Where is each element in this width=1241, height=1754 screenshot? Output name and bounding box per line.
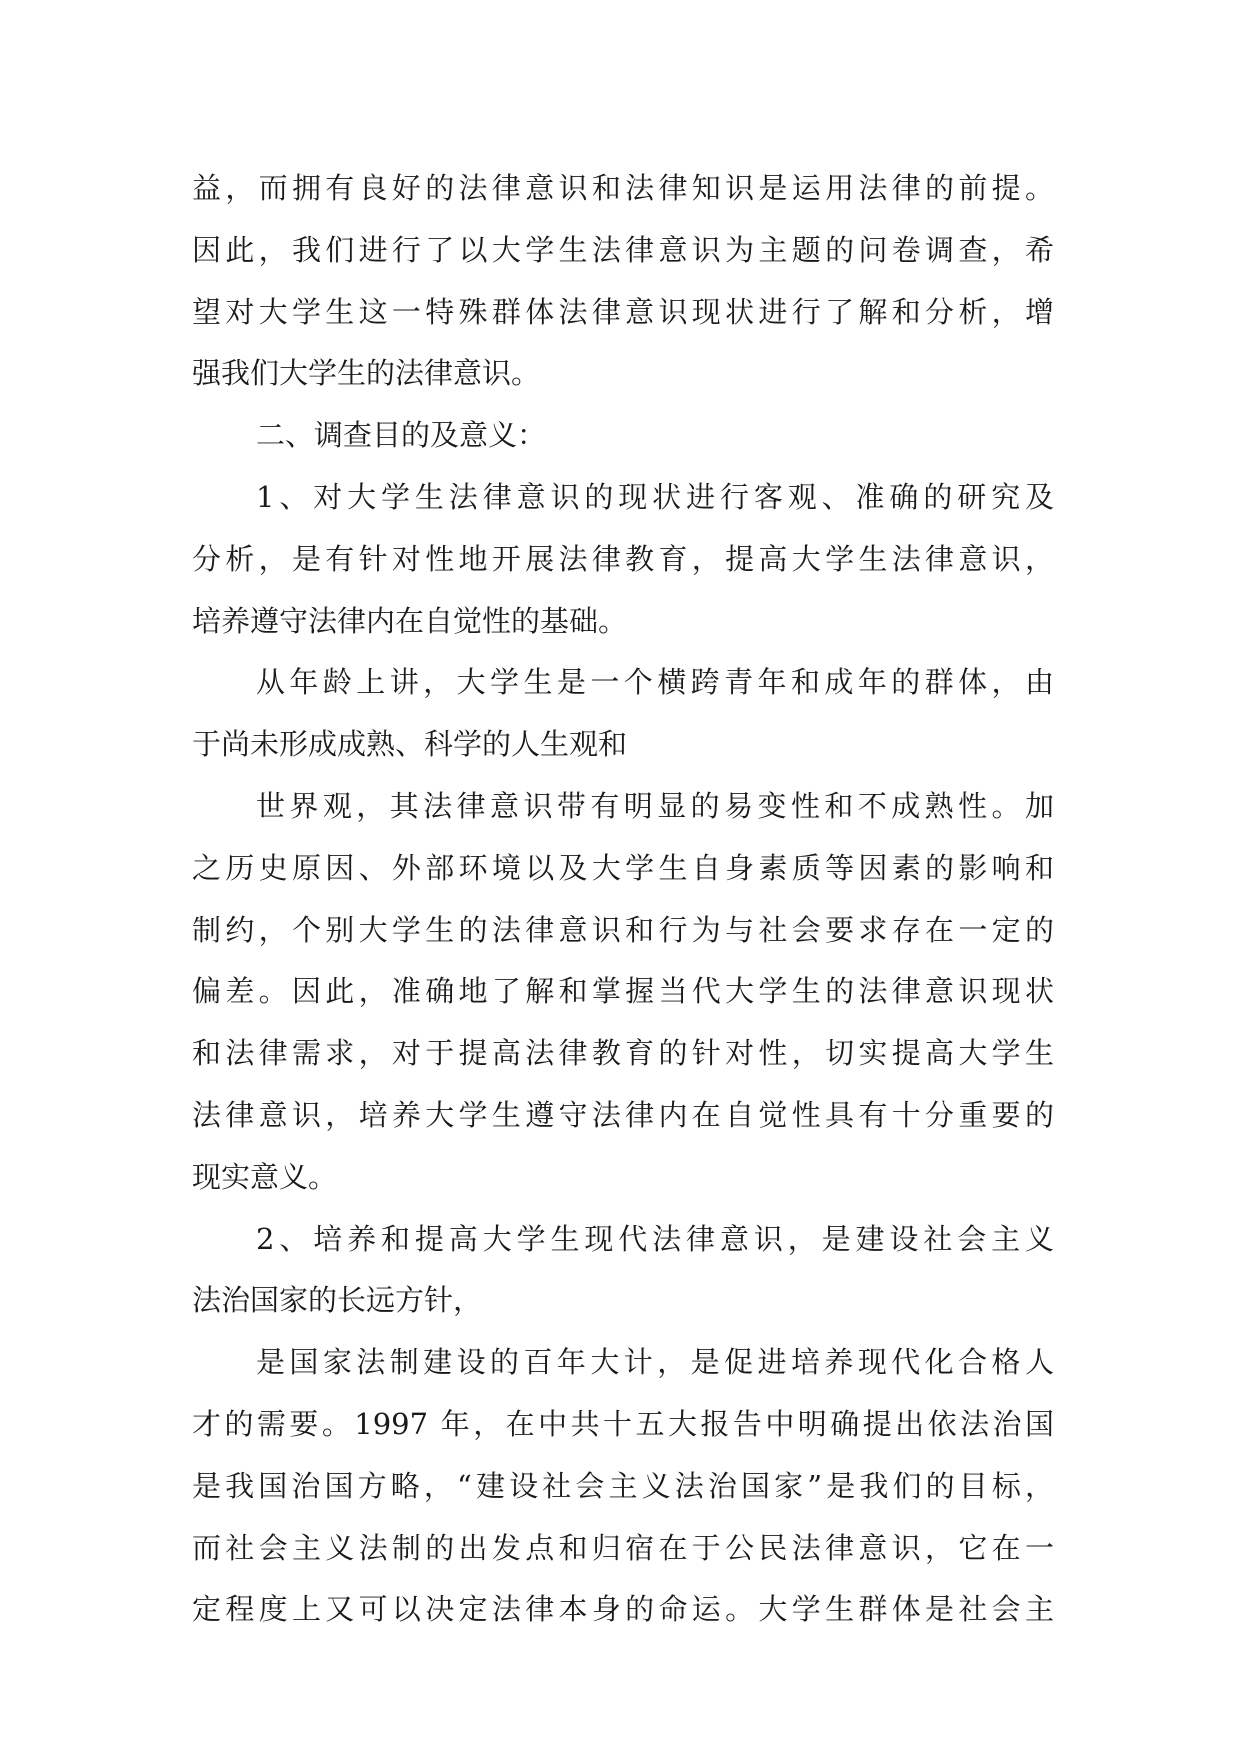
- text-line: 2、培养和提高大学生现代法律意识，是建设社会主义: [256, 1221, 1054, 1256]
- text-line: 法治国家的长远方针，: [192, 1283, 483, 1318]
- text-line: 分析，是有针对性地开展法律教育，提高大学生法律意识，: [192, 541, 1054, 576]
- body-text: [192, 158, 1054, 1641]
- text-line: 二、调查目的及意义：: [256, 418, 547, 453]
- text-line: 法律意识，培养大学生遵守法律内在自觉性具有十分重要的: [192, 1097, 1054, 1132]
- text-line: 之历史原因、外部环境以及大学生自身素质等因素的影响和: [192, 850, 1054, 885]
- text-line: 培养遵守法律内在自觉性的基础。: [192, 603, 628, 638]
- text-line: 制约，个别大学生的法律意识和行为与社会要求存在一定的: [192, 912, 1054, 947]
- text-line: 从年龄上讲，大学生是一个横跨青年和成年的群体，由: [256, 665, 1054, 700]
- text-line: 偏差。因此，准确地了解和掌握当代大学生的法律意识现状: [192, 974, 1054, 1009]
- text-line: 和法律需求，对于提高法律教育的针对性，切实提高大学生: [192, 1036, 1054, 1071]
- text-line: 世界观，其法律意识带有明显的易变性和不成熟性。加: [256, 788, 1054, 823]
- text-line: 强我们大学生的法律意识。: [192, 356, 541, 391]
- text-line: 望对大学生这一特殊群体法律意识现状进行了解和分析，增: [192, 294, 1054, 329]
- text-line: 定程度上又可以决定法律本身的命运。大学生群体是社会主: [192, 1592, 1054, 1627]
- text-line: 于尚未形成成熟、科学的人生观和: [192, 727, 628, 762]
- text-line: 1、对大学生法律意识的现状进行客观、准确的研究及: [256, 479, 1054, 514]
- text-line: 益，而拥有良好的法律意识和法律知识是运用法律的前提。: [192, 171, 1054, 205]
- text-line: 是国家法制建设的百年大计，是促进培养现代化合格人: [256, 1345, 1054, 1380]
- text-line: 因此，我们进行了以大学生法律意识为主题的问卷调查，希: [192, 232, 1054, 267]
- text-line: 而社会主义法制的出发点和归宿在于公民法律意识，它在一: [192, 1530, 1054, 1565]
- text-line: 是我国治国方略，“建设社会主义法治国家”是我们的目标，: [192, 1468, 1054, 1503]
- text-line: 才的需要。1997 年，在中共十五大报告中明确提出依法治国: [192, 1406, 1054, 1441]
- text-line: 现实意义。: [192, 1159, 338, 1194]
